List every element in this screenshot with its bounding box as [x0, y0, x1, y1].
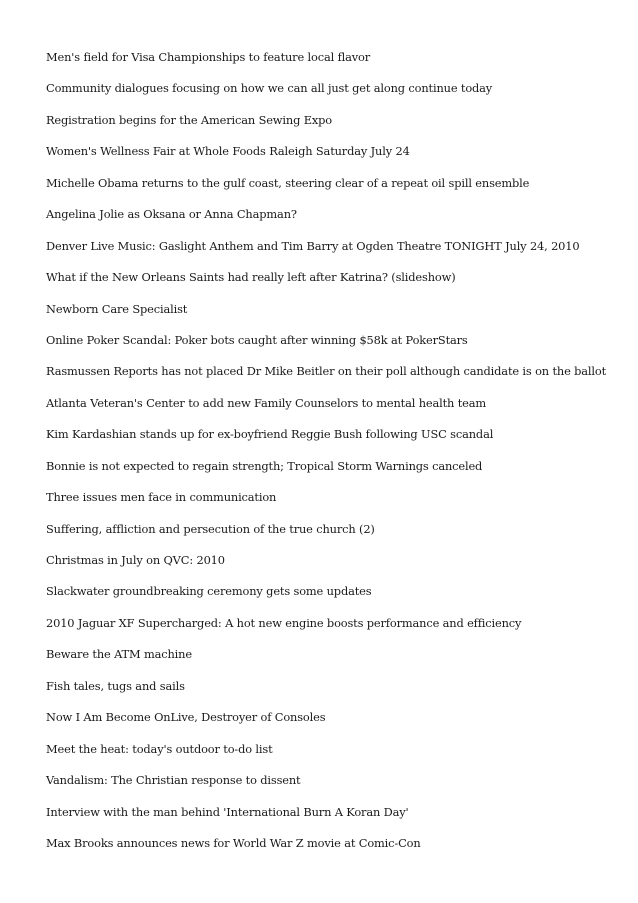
headline-item: Interview with the man behind 'International Burn A Koran Day'	[46, 804, 409, 819]
headline-item: Women's Wellness Fair at Whole Foods Raleigh Saturday July 24	[46, 144, 410, 159]
headline-item: What if the New Orleans Saints had really left after Katrina? (slideshow)	[46, 270, 456, 285]
headline-item: Slackwater groundbreaking ceremony gets some updates	[46, 584, 372, 599]
headline-item: Kim Kardashian stands up for ex-boyfriend Reggie Bush following USC scandal	[46, 427, 494, 442]
headline-item: Bonnie is not expected to regain strength; Tropical Storm Warnings canceled	[46, 458, 483, 473]
headline-item: Vandalism: The Christian response to dissent	[46, 773, 301, 788]
headline-item: Beware the ATM machine	[46, 647, 192, 662]
headline-item: Christmas in July on QVC: 2010	[46, 553, 225, 567]
headline-item: Max Brooks announces news for World War Z movie at Comic-Con	[46, 835, 421, 850]
headline-list	[46, 49, 631, 866]
headline-item: Suffering, affliction and persecution of the true church (2)	[46, 521, 375, 536]
headline-item: 2010 Jaguar XF Supercharged: A hot new engine boosts performance and efficiency	[46, 615, 522, 630]
headline-item: Newborn Care Specialist	[46, 301, 188, 316]
headline-item: Online Poker Scandal: Poker bots caught after winning $58k at PokerStars	[46, 332, 468, 347]
headline-item: Rasmussen Reports has not placed Dr Mike Beitler on their poll although candidate is on the ballot	[46, 364, 607, 379]
headline-item: Men's field for Visa Championships to feature local flavor	[46, 50, 371, 64]
headline-item: Denver Live Music: Gaslight Anthem and Tim Barry at Ogden Theatre TONIGHT July 24, 2010	[46, 238, 580, 253]
headline-item: Angelina Jolie as Oksana or Anna Chapman?	[46, 207, 297, 222]
headline-item: Meet the heat: today's outdoor to-do list	[46, 741, 273, 756]
headline-item: Michelle Obama returns to the gulf coast, steering clear of a repeat oil spill ensemble	[46, 175, 530, 190]
headline-item: Three issues men face in communication	[46, 490, 277, 505]
headline-item: Community dialogues focusing on how we can all just get along continue today	[46, 81, 493, 96]
headline-item: Registration begins for the American Sewing Expo	[46, 112, 332, 127]
headline-item: Now I Am Become OnLive, Destroyer of Consoles	[46, 710, 326, 725]
headline-item: Fish tales, tugs and sails	[46, 678, 185, 693]
headline-item: Atlanta Veteran's Center to add new Family Counselors to mental health team	[46, 395, 487, 410]
